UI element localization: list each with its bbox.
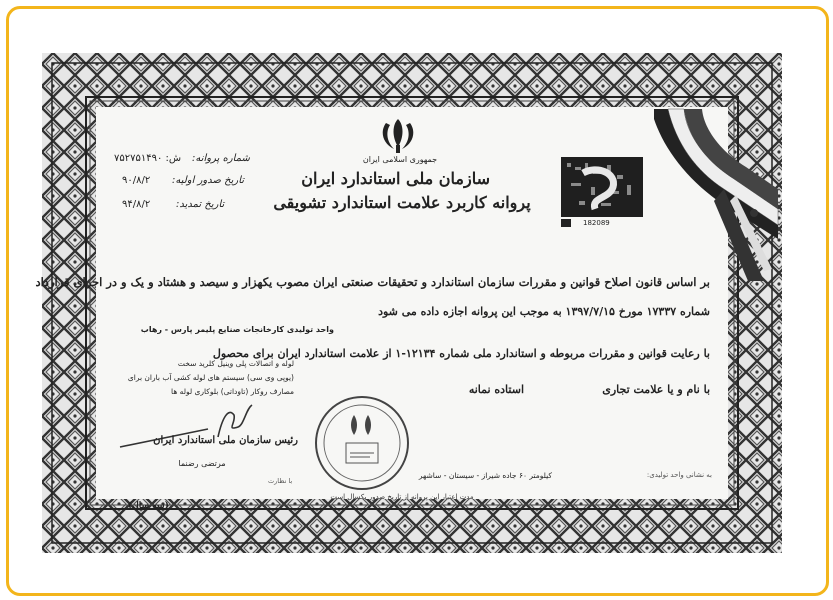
signature-name: مرتضی رضنما [178, 459, 226, 468]
body-line-4: با نام و یا علامت تجاری [602, 383, 710, 396]
issue-date-label: تاریخ صدور اولیه: [172, 175, 245, 186]
validity-note: مدت اعتبار این پروانه از تاریخ صدور یکسال است [330, 493, 474, 501]
serial-number: 182089 [583, 219, 610, 227]
body-line-2: شماره ۱۷۳۳۷ مورخ ۱۳۹۷/۷/۱۵ به موجب این پروانه اجازه داده می شود [378, 305, 710, 318]
company-name: واحد تولیدی کارخانجات صنایع پلیمر پارس - رهاب [140, 325, 334, 334]
renew-date-label: تاریخ تمدید: [176, 199, 225, 210]
brand-name: استاده نمانه [468, 383, 524, 396]
duration-note: (سه سال) [128, 501, 169, 511]
product-line-2: (یوپی وی سی) سیستم های لوله کشی آب باران برای [127, 373, 294, 382]
supervisor-label: با نظارت [268, 477, 293, 485]
product-line-3: مصارف روکار (تاوداتی) بلوکاری لوله ها [171, 387, 294, 396]
product-line-1: لوله و اتصالات پلی وینیل کلرید سخت [177, 359, 294, 368]
iran-flag-ribbon [654, 109, 778, 281]
body-line-1: بر اساس قانون اصلاح قوانین و مقررات سازمان استاندارد و تحقیقات صنعتی ایران مصوب یکهزار و سیصد و هشتاد و یک و در اجرای قرارداد [35, 275, 710, 289]
organization-name: سازمان ملی استاندارد ایران [301, 169, 490, 188]
issue-date-value: ۹۰/۸/۲ [122, 175, 151, 186]
license-number-value: ش: ۷۵۲۷۵۱۴۹۰ [114, 153, 182, 164]
address-value: کیلومتر ۶۰ جاده شیراز - سیستان - ساشهر [418, 471, 552, 480]
country-name: جمهوری اسلامی ایران [362, 155, 438, 164]
iran-emblem-icon [376, 115, 420, 155]
signature-title: رئیس سازمان ملی استاندارد ایران [153, 435, 298, 446]
license-number-label: شماره پروانه: [192, 153, 250, 164]
certificate-title: پروانه کاربرد علامت استاندارد تشویقی [273, 193, 531, 212]
signature-scribble [118, 397, 258, 457]
address-label: به نشانی واحد تولیدی: [646, 471, 712, 479]
certificate [35, 53, 782, 553]
renew-date-value: ۹۴/۸/۲ [122, 199, 151, 210]
body-line-3: با رعایت قوانین و مقررات مربوطه و استاندارد ملی شماره ۱۲۱۳۴-۱ از علامت استاندارد ایران برای محصول [212, 347, 710, 360]
